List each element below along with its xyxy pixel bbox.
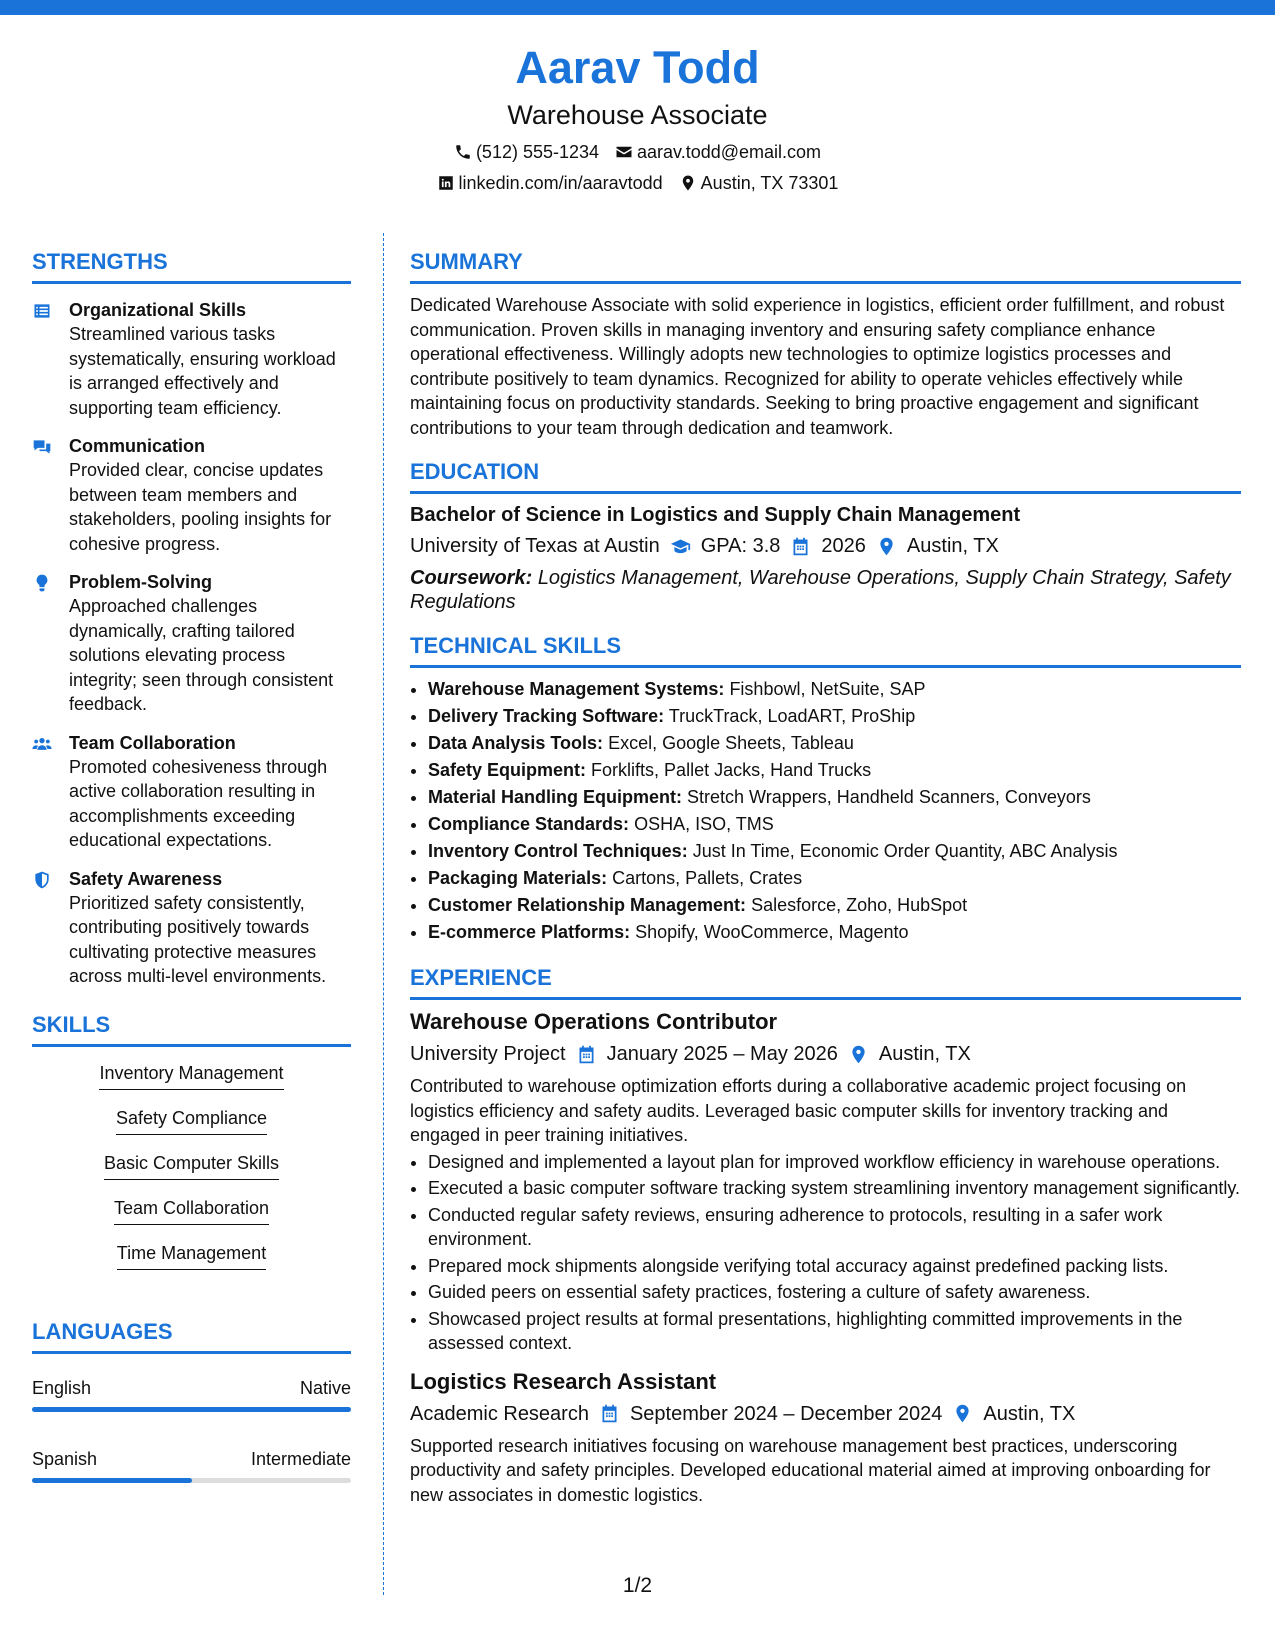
- coursework-text: Logistics Management, Warehouse Operations, Supply Chain Strategy, Safety Regulations: [410, 567, 1231, 613]
- experience-section: [410, 964, 1241, 1507]
- education-location: Austin, TX: [906, 535, 999, 557]
- linkedin-text: linkedin.com/in/aaravtodd: [458, 173, 663, 193]
- technical-skills-section: [410, 632, 1241, 946]
- strength-desc: Prioritized safety consistently, contributing positively towards cultivating protective measures across multi-level environments.: [69, 892, 327, 986]
- map-pin-icon: [679, 174, 697, 192]
- map-pin-icon: [952, 1403, 973, 1424]
- location-contact: [679, 171, 839, 195]
- education-heading: EDUCATION: [410, 458, 1241, 494]
- list-item: [428, 703, 1241, 730]
- skill-values: Shopify, WooCommerce, Magento: [635, 922, 909, 942]
- job-meta: [410, 1400, 1241, 1428]
- gpa-text: GPA: 3.8: [700, 535, 781, 557]
- list-item: [428, 811, 1241, 838]
- skill-values: Just In Time, Economic Order Quantity, ABC Analysis: [692, 841, 1118, 861]
- language-level: Native: [299, 1377, 351, 1398]
- coursework: [410, 566, 1241, 614]
- strength-item: [32, 434, 351, 556]
- language-name: Spanish: [32, 1448, 98, 1469]
- list-item: • Guided peers on essential safety practices, fostering a culture of safety awareness.: [428, 1280, 1241, 1305]
- job-summary: Contributed to warehouse optimization efforts during a collaborative academic project focusing on logistics efficiency and safety audits. Leveraged basic computer skills for inventory tracking and engaged in peer training initiatives.: [410, 1076, 1187, 1145]
- calendar-icon: [599, 1403, 620, 1424]
- language-item: [32, 1376, 351, 1412]
- list-item: [428, 919, 1241, 946]
- language-proficiency-bar: [32, 1478, 351, 1483]
- shield-icon: [32, 870, 52, 890]
- job-org: Academic Research: [410, 1402, 589, 1425]
- job-title: Warehouse Operations Contributor: [410, 1009, 778, 1034]
- strength-desc: Approached challenges dynamically, crafting tailored solutions elevating process integrity; seen through consistent feedback.: [69, 596, 334, 714]
- phone-contact[interactable]: [454, 140, 599, 164]
- skill-category: Customer Relationship Management:: [428, 895, 747, 915]
- skill-values: Fishbowl, NetSuite, SAP: [729, 679, 926, 699]
- summary-section: [410, 248, 1241, 440]
- list-item: • Showcased project results at formal presentations, highlighting committed improvements in the assessed context.: [428, 1307, 1241, 1356]
- skill-category: E-commerce Platforms:: [428, 922, 631, 942]
- strength-desc: Provided clear, concise updates between team members and stakeholders, pooling insights for cohesive progress.: [69, 460, 332, 554]
- left-column: [32, 248, 351, 1518]
- linkedin-icon: [437, 174, 455, 192]
- education-meta: [410, 532, 1241, 560]
- job-location: Austin, TX: [878, 1043, 971, 1065]
- job-bullets: [410, 1150, 1241, 1356]
- strength-name: Communication: [69, 436, 206, 456]
- chat-icon: [32, 437, 52, 457]
- skill-category: Material Handling Equipment:: [428, 787, 683, 807]
- lightbulb-icon: [32, 573, 52, 593]
- linkedin-contact[interactable]: [437, 171, 663, 195]
- list-item: [428, 730, 1241, 757]
- language-item: [32, 1447, 351, 1483]
- language-proficiency-bar: [32, 1407, 351, 1412]
- strength-item: [32, 298, 351, 420]
- list-item: [428, 838, 1241, 865]
- contact-row-2: [0, 171, 1275, 195]
- email-contact[interactable]: [615, 140, 821, 164]
- summary-heading: SUMMARY: [410, 248, 1241, 284]
- candidate-name: Aarav Todd: [515, 42, 760, 93]
- resume-header: [0, 40, 1275, 195]
- skill-tag: Basic Computer Skills: [104, 1151, 279, 1180]
- list-icon: [32, 301, 52, 321]
- strength-item: [32, 570, 351, 717]
- strengths-heading: STRENGTHS: [32, 248, 351, 284]
- job-title: Logistics Research Assistant: [410, 1368, 717, 1394]
- school-name: University of Texas at Austin: [410, 535, 660, 557]
- skills-heading: SKILLS: [32, 1011, 351, 1047]
- graduation-year: 2026: [821, 535, 866, 557]
- strength-desc: Streamlined various tasks systematically, ensuring workload is arranged effectively and supporting team efficiency.: [69, 324, 336, 418]
- skill-category: Packaging Materials:: [428, 868, 608, 888]
- job-org: University Project: [410, 1043, 566, 1065]
- skill-values: Excel, Google Sheets, Tableau: [608, 733, 854, 753]
- language-proficiency-fill: [32, 1407, 351, 1412]
- list-item: • Executed a basic computer software tracking system streamlining inventory management significantly.: [428, 1176, 1241, 1201]
- list-item: [428, 784, 1241, 811]
- degree-name: Bachelor of Science in Logistics and Supply Chain Management: [410, 504, 1021, 526]
- coursework-label: Coursework:: [410, 567, 533, 589]
- language-name: English: [32, 1377, 92, 1398]
- summary-text: Dedicated Warehouse Associate with solid experience in logistics, efficient order fulfillment, and robust communication. Proven skills in managing inventory and ensuring safety compliance enhance operational effectiveness. Willingly adopts new technologies to optimize logistics processes and contribute positively to team dynamics. Recognized for ability to operate vehicles effectively while maintaining focus on productivity standards. Seeking to bring proactive engagement and significant contributions to your team through dedication and teamwork.: [410, 295, 1225, 438]
- technical-skills-list: [410, 676, 1241, 946]
- strength-item: [32, 867, 351, 989]
- language-proficiency-fill: [32, 1478, 192, 1483]
- list-item: • Designed and implemented a layout plan for improved workflow efficiency in warehouse operations.: [428, 1150, 1241, 1175]
- skill-category: Warehouse Management Systems:: [428, 679, 725, 699]
- map-pin-icon: [876, 536, 897, 557]
- candidate-title: Warehouse Associate: [507, 100, 768, 130]
- education-section: [410, 458, 1241, 614]
- skill-tag: Inventory Management: [99, 1061, 283, 1090]
- list-item: [428, 865, 1241, 892]
- skill-tag: Time Management: [117, 1241, 266, 1270]
- skill-category: Safety Equipment:: [428, 760, 587, 780]
- list-item: • Conducted regular safety reviews, ensuring adherence to protocols, resulting in a safer work environment.: [428, 1203, 1241, 1252]
- skill-values: OSHA, ISO, TMS: [634, 814, 774, 834]
- job-dates: January 2025 – May 2026: [606, 1043, 838, 1065]
- skill-values: Cartons, Pallets, Crates: [612, 868, 803, 888]
- envelope-icon: [615, 143, 633, 161]
- strength-desc: Promoted cohesiveness through active collaboration resulting in accomplishments exceeding educational expectations.: [69, 756, 328, 850]
- skill-category: Inventory Control Techniques:: [428, 841, 688, 861]
- skill-values: Salesforce, Zoho, HubSpot: [751, 895, 968, 915]
- right-column: [410, 248, 1241, 1507]
- strength-name: Safety Awareness: [69, 868, 223, 889]
- skill-tag: Safety Compliance: [116, 1106, 267, 1135]
- skills-list: [32, 1061, 351, 1286]
- job-meta: [410, 1040, 1241, 1068]
- job-location: Austin, TX: [983, 1402, 1076, 1425]
- language-level: Intermediate: [250, 1448, 351, 1469]
- skill-values: Stretch Wrappers, Handheld Scanners, Conveyors: [687, 787, 1091, 807]
- strength-name: Problem-Solving: [69, 572, 213, 592]
- skill-category: Data Analysis Tools:: [428, 733, 604, 753]
- column-divider: [383, 233, 384, 1595]
- technical-skills-heading: TECHNICAL SKILLS: [410, 632, 1241, 668]
- calendar-icon: [576, 1044, 597, 1065]
- phone-text: (512) 555-1234: [475, 142, 600, 162]
- strength-item: [32, 731, 351, 853]
- calendar-icon: [790, 536, 811, 557]
- skill-category: Compliance Standards:: [428, 814, 630, 834]
- map-pin-icon: [848, 1044, 869, 1065]
- strength-name: Organizational Skills: [69, 300, 247, 320]
- experience-heading: EXPERIENCE: [410, 964, 1241, 1000]
- list-item: [428, 757, 1241, 784]
- graduation-cap-icon: [670, 536, 691, 557]
- phone-icon: [454, 143, 472, 161]
- job-summary: Supported research initiatives focusing on warehouse management best practices, underscoring productivity and safety principles. Developed educational material aimed at improving onboarding for new associates in domestic logistics.: [410, 1435, 1211, 1505]
- skill-tag: Team Collaboration: [114, 1196, 269, 1225]
- top-accent-bar: [0, 0, 1275, 15]
- skill-values: Forklifts, Pallet Jacks, Hand Trucks: [591, 760, 872, 780]
- page-number: 1/2: [622, 1574, 653, 1597]
- skill-values: TruckTrack, LoadART, ProShip: [668, 706, 916, 726]
- job-dates: September 2024 – December 2024: [629, 1402, 943, 1425]
- users-icon: [32, 734, 52, 754]
- location-text: Austin, TX 73301: [700, 173, 839, 193]
- contact-row-1: [0, 140, 1275, 164]
- languages-heading: LANGUAGES: [32, 1318, 351, 1354]
- email-text: aarav.todd@email.com: [637, 142, 822, 162]
- list-item: • Prepared mock shipments alongside verifying total accuracy against predefined packing lists.: [428, 1254, 1241, 1279]
- skill-category: Delivery Tracking Software:: [428, 706, 665, 726]
- list-item: [428, 892, 1241, 919]
- list-item: [428, 676, 1241, 703]
- strength-name: Team Collaboration: [69, 732, 236, 753]
